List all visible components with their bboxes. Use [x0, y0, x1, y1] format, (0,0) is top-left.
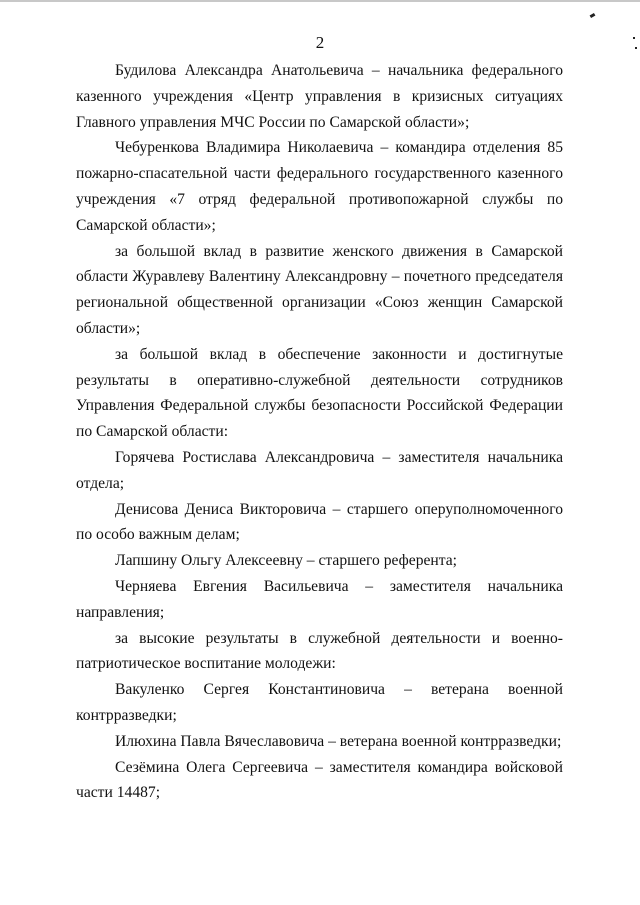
- paragraph-budilov: Будилова Александра Анатольевича – начальника федерального казенного учреждения «Центр управления в кризисных ситуациях Главного управления МЧС России по Самарской области»;: [76, 62, 563, 131]
- paragraph-denisov: Денисова Дениса Викторовича – старшего оперуполномоченного по особо важным делам;: [76, 500, 563, 544]
- paragraph-vakulenko: Вакуленко Сергея Константиновича – ветерана военной контрразведки;: [76, 681, 563, 724]
- paragraph-cheburenkov: Чебуренкова Владимира Николаевича – командира отделения 85 пожарно-спасательной части федерального государственного казенного учреждения «7 отряд федеральной противопожарной службы по Самарской области»;: [76, 139, 563, 234]
- paragraph-sezemin: Сезёмина Олега Сергеевича – заместителя командира войсковой части 14487;: [76, 758, 563, 802]
- paragraph-goryachev: Горячева Ростислава Александровича – заместителя начальника отдела;: [76, 448, 563, 492]
- scan-top-edge: [0, 0, 640, 2]
- paragraph-ilyukhin: Илюхина Павла Вячеславовича – ветерана военной контрразведки;: [115, 732, 562, 750]
- page-number: 2: [315, 33, 325, 52]
- document-body: [76, 58, 563, 806]
- paragraph-chernyaev: Черняева Евгения Васильевича – заместителя начальника направления;: [76, 577, 563, 621]
- paragraph-womens-movement: за большой вклад в развитие женского движения в Самарской области Журавлеву Валентину Александровну – почетного председателя региональной общественной организации «Союз женщин Самарской области»;: [76, 242, 563, 337]
- paragraph-lapshina: Лапшину Ольгу Алексеевну – старшего референта;: [115, 552, 458, 570]
- paragraph-military-intro: за высокие результаты в служебной деятельности и военно-патриотическое воспитание молодежи:: [76, 629, 563, 673]
- paragraph-fsb-intro: за большой вклад в обеспечение законности и достигнутые результаты в оперативно-служебной деятельности сотрудников Управления Федеральной службы безопасности Российской Федерации по Самарской области:: [76, 345, 563, 441]
- scan-speck-top-right: [590, 13, 596, 18]
